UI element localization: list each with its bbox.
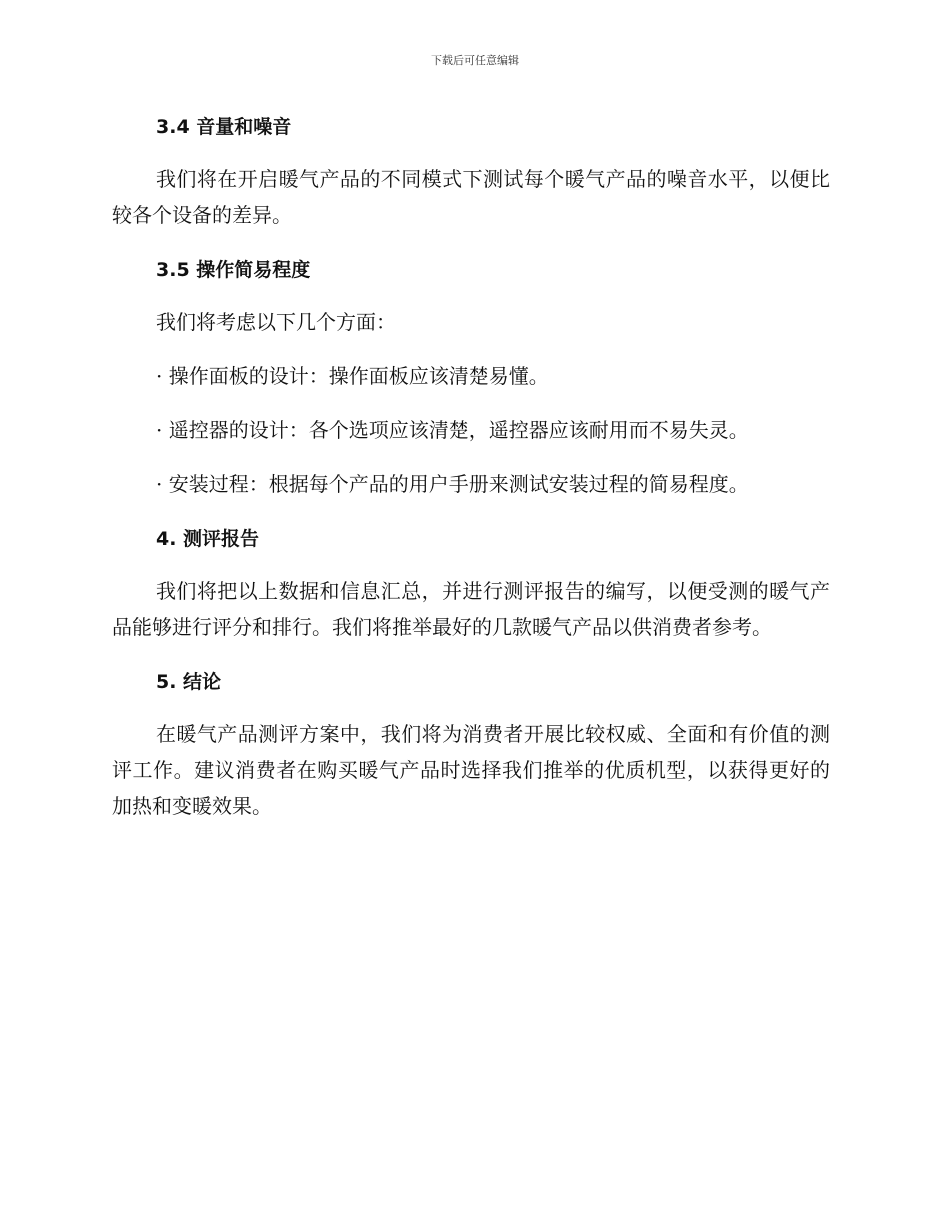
section-heading-5: 5. 结论	[156, 671, 222, 693]
section-heading-4: 4. 测评报告	[156, 528, 260, 550]
section-5-paragraph: 在暖气产品测评方案中，我们将为消费者开展比较权威、全面和有价值的测评工作。建议消费者在购买暖气产品时选择我们推举的优质机型，以获得更好的加热和变暖效果。	[112, 722, 830, 818]
list-item-operation-panel: · 操作面板的设计：操作面板应该清楚易懂。	[156, 364, 549, 388]
section-heading-3-4: 3.4 音量和噪音	[156, 116, 292, 138]
document-body	[112, 111, 830, 824]
section-4-paragraph: 我们将把以上数据和信息汇总，并进行测评报告的编写，以便受测的暖气产品能够进行评分和排行。我们将推举最好的几款暖气产品以供消费者参考。	[112, 579, 830, 639]
page-header: 下载后可任意编辑	[431, 54, 519, 67]
section-heading-3-5: 3.5 操作简易程度	[156, 259, 311, 281]
list-item-remote-control: · 遥控器的设计：各个选项应该清楚，遥控器应该耐用而不易失灵。	[156, 418, 749, 442]
section-3-5-intro: 我们将考虑以下几个方面：	[156, 310, 396, 334]
list-item-installation: · 安装过程：根据每个产品的用户手册来测试安装过程的简易程度。	[156, 472, 749, 496]
section-3-4-paragraph: 我们将在开启暖气产品的不同模式下测试每个暖气产品的噪音水平，以便比较各个设备的差异。	[112, 167, 830, 227]
